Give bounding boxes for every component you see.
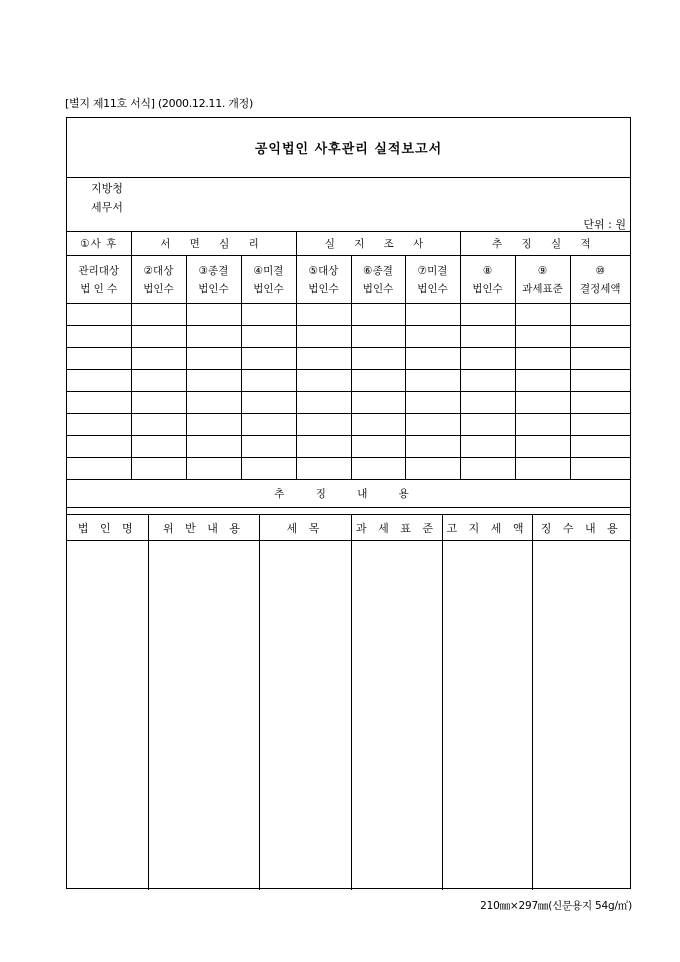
header-document-review: 서 면 심 리 [131,232,296,256]
entry-cell[interactable] [570,304,630,326]
entry-cell[interactable] [131,326,186,348]
entry-cell[interactable] [131,392,186,414]
entry-cell[interactable] [515,414,570,436]
entry-cell[interactable] [296,326,351,348]
entry-cell[interactable] [296,414,351,436]
subheader-cell: ⑥종결 법인수 [351,256,405,304]
entry-cell[interactable] [405,326,460,348]
subheader-cell: ④미결 법인수 [241,256,296,304]
collection-details-table [67,514,630,890]
entry-cell[interactable] [131,348,186,370]
entry-cell[interactable] [515,436,570,458]
entry-cell[interactable] [241,370,296,392]
subheader-cell: ⑧ 법인수 [460,256,515,304]
entry-cell[interactable] [570,392,630,414]
regional-office-label: 지방청 [91,182,123,195]
entry-cell[interactable] [351,436,405,458]
entry-cell[interactable] [131,304,186,326]
entry-cell[interactable] [186,458,241,480]
entry-cell[interactable] [296,304,351,326]
header-violation-details: 위 반 내 용 [148,515,259,541]
entry-cell[interactable] [131,414,186,436]
entry-cell[interactable] [241,304,296,326]
notified-tax-cell[interactable] [442,541,532,891]
entry-cell[interactable] [570,414,630,436]
subheader-cell: ③종결 법인수 [186,256,241,304]
table-row [67,326,630,348]
subheader-cell: ⑤대상 법인수 [296,256,351,304]
entry-cell[interactable] [405,370,460,392]
table-row [67,370,630,392]
table-row [67,392,630,414]
entry-cell[interactable] [241,436,296,458]
subheader-cell: ⑨ 과세표준 [515,256,570,304]
entry-cell[interactable] [570,326,630,348]
entry-cell[interactable] [186,326,241,348]
form-title: 공익법인 사후관리 실적보고서 [254,142,443,157]
table-row [67,436,630,458]
entry-cell[interactable] [351,370,405,392]
table-row [67,304,630,326]
results-header-row [67,232,630,256]
entry-cell[interactable] [67,436,131,458]
table-row [67,348,630,370]
unit-label: 단위 : 원 [583,218,626,231]
tax-item-cell[interactable] [259,541,351,891]
header-corporation-name: 법 인 명 [67,515,148,541]
entry-cell[interactable] [351,458,405,480]
header-managed-count: ①사 후 [67,232,131,256]
entry-cell[interactable] [131,370,186,392]
collection-details-title: 추 징 내 용 [67,480,630,508]
collection-details-cell[interactable] [532,541,630,891]
entry-cell[interactable] [351,348,405,370]
table-row [67,458,630,480]
entry-cell[interactable] [405,414,460,436]
entry-cell[interactable] [67,458,131,480]
entry-cell[interactable] [460,392,515,414]
entry-cell[interactable] [515,348,570,370]
subheader-cell: ⑩ 결정세액 [570,256,630,304]
details-header-row [67,515,630,541]
entry-cell[interactable] [405,304,460,326]
header-collection-results: 추 징 실 적 [460,232,630,256]
subheader-cell: ⑦미결 법인수 [405,256,460,304]
entry-cell[interactable] [570,348,630,370]
header-notified-tax: 고 지 세 액 [442,515,532,541]
violation-details-cell[interactable] [148,541,259,891]
entry-cell[interactable] [460,304,515,326]
entry-cell[interactable] [351,326,405,348]
entry-cell[interactable] [296,392,351,414]
entry-cell[interactable] [515,370,570,392]
header-field-audit: 실 지 조 사 [296,232,460,256]
entry-cell[interactable] [570,458,630,480]
entry-cell[interactable] [515,392,570,414]
entry-cell[interactable] [186,348,241,370]
entry-cell[interactable] [67,392,131,414]
subheader-cell: ②대상 법인수 [131,256,186,304]
corporation-name-cell[interactable] [67,541,148,891]
header-tax-base: 과 세 표 준 [351,515,442,541]
title-row [67,118,630,178]
header-collection-details: 징 수 내 용 [532,515,630,541]
entry-cell[interactable] [67,348,131,370]
entry-cell[interactable] [186,304,241,326]
entry-cell[interactable] [296,348,351,370]
results-table [67,231,630,508]
entry-cell[interactable] [405,436,460,458]
entry-cell[interactable] [131,436,186,458]
entry-cell[interactable] [460,326,515,348]
entry-cell[interactable] [351,414,405,436]
entry-cell[interactable] [241,348,296,370]
entry-cell[interactable] [67,304,131,326]
entry-cell[interactable] [460,414,515,436]
entry-cell[interactable] [460,348,515,370]
form-reference-note: [별지 제11호 서식] (2000.12.11. 개정) [65,97,253,110]
entry-cell[interactable] [405,348,460,370]
entry-cell[interactable] [186,370,241,392]
entry-cell[interactable] [241,392,296,414]
entry-cell[interactable] [241,414,296,436]
entry-cell[interactable] [241,326,296,348]
entry-cell[interactable] [515,458,570,480]
entry-cell[interactable] [570,436,630,458]
entry-cell[interactable] [515,304,570,326]
table-row [67,414,630,436]
section-title-row [67,480,630,508]
entry-cell[interactable] [131,458,186,480]
report-form [66,117,631,889]
entry-cell[interactable] [460,436,515,458]
entry-cell[interactable] [241,458,296,480]
entry-cell[interactable] [67,414,131,436]
entry-cell[interactable] [460,458,515,480]
details-entry-row [67,541,630,891]
entry-cell[interactable] [296,458,351,480]
entry-cell[interactable] [515,326,570,348]
entry-cell[interactable] [296,436,351,458]
entry-cell[interactable] [570,370,630,392]
office-labels [91,179,123,217]
tax-base-cell[interactable] [351,541,442,891]
entry-cell[interactable] [186,436,241,458]
entry-cell[interactable] [67,326,131,348]
entry-cell[interactable] [405,458,460,480]
entry-cell[interactable] [186,392,241,414]
entry-cell[interactable] [296,370,351,392]
header-tax-item: 세 목 [259,515,351,541]
entry-cell[interactable] [405,392,460,414]
results-subheader-row [67,256,630,304]
subheader-cell: 관리대상 법 인 수 [67,256,131,304]
entry-cell[interactable] [351,304,405,326]
entry-cell[interactable] [186,414,241,436]
tax-office-label: 세무서 [91,201,123,214]
entry-cell[interactable] [460,370,515,392]
entry-cell[interactable] [351,392,405,414]
paper-spec: 210㎜×297㎜(신문용지 54g/㎡) [480,900,632,912]
entry-cell[interactable] [67,370,131,392]
